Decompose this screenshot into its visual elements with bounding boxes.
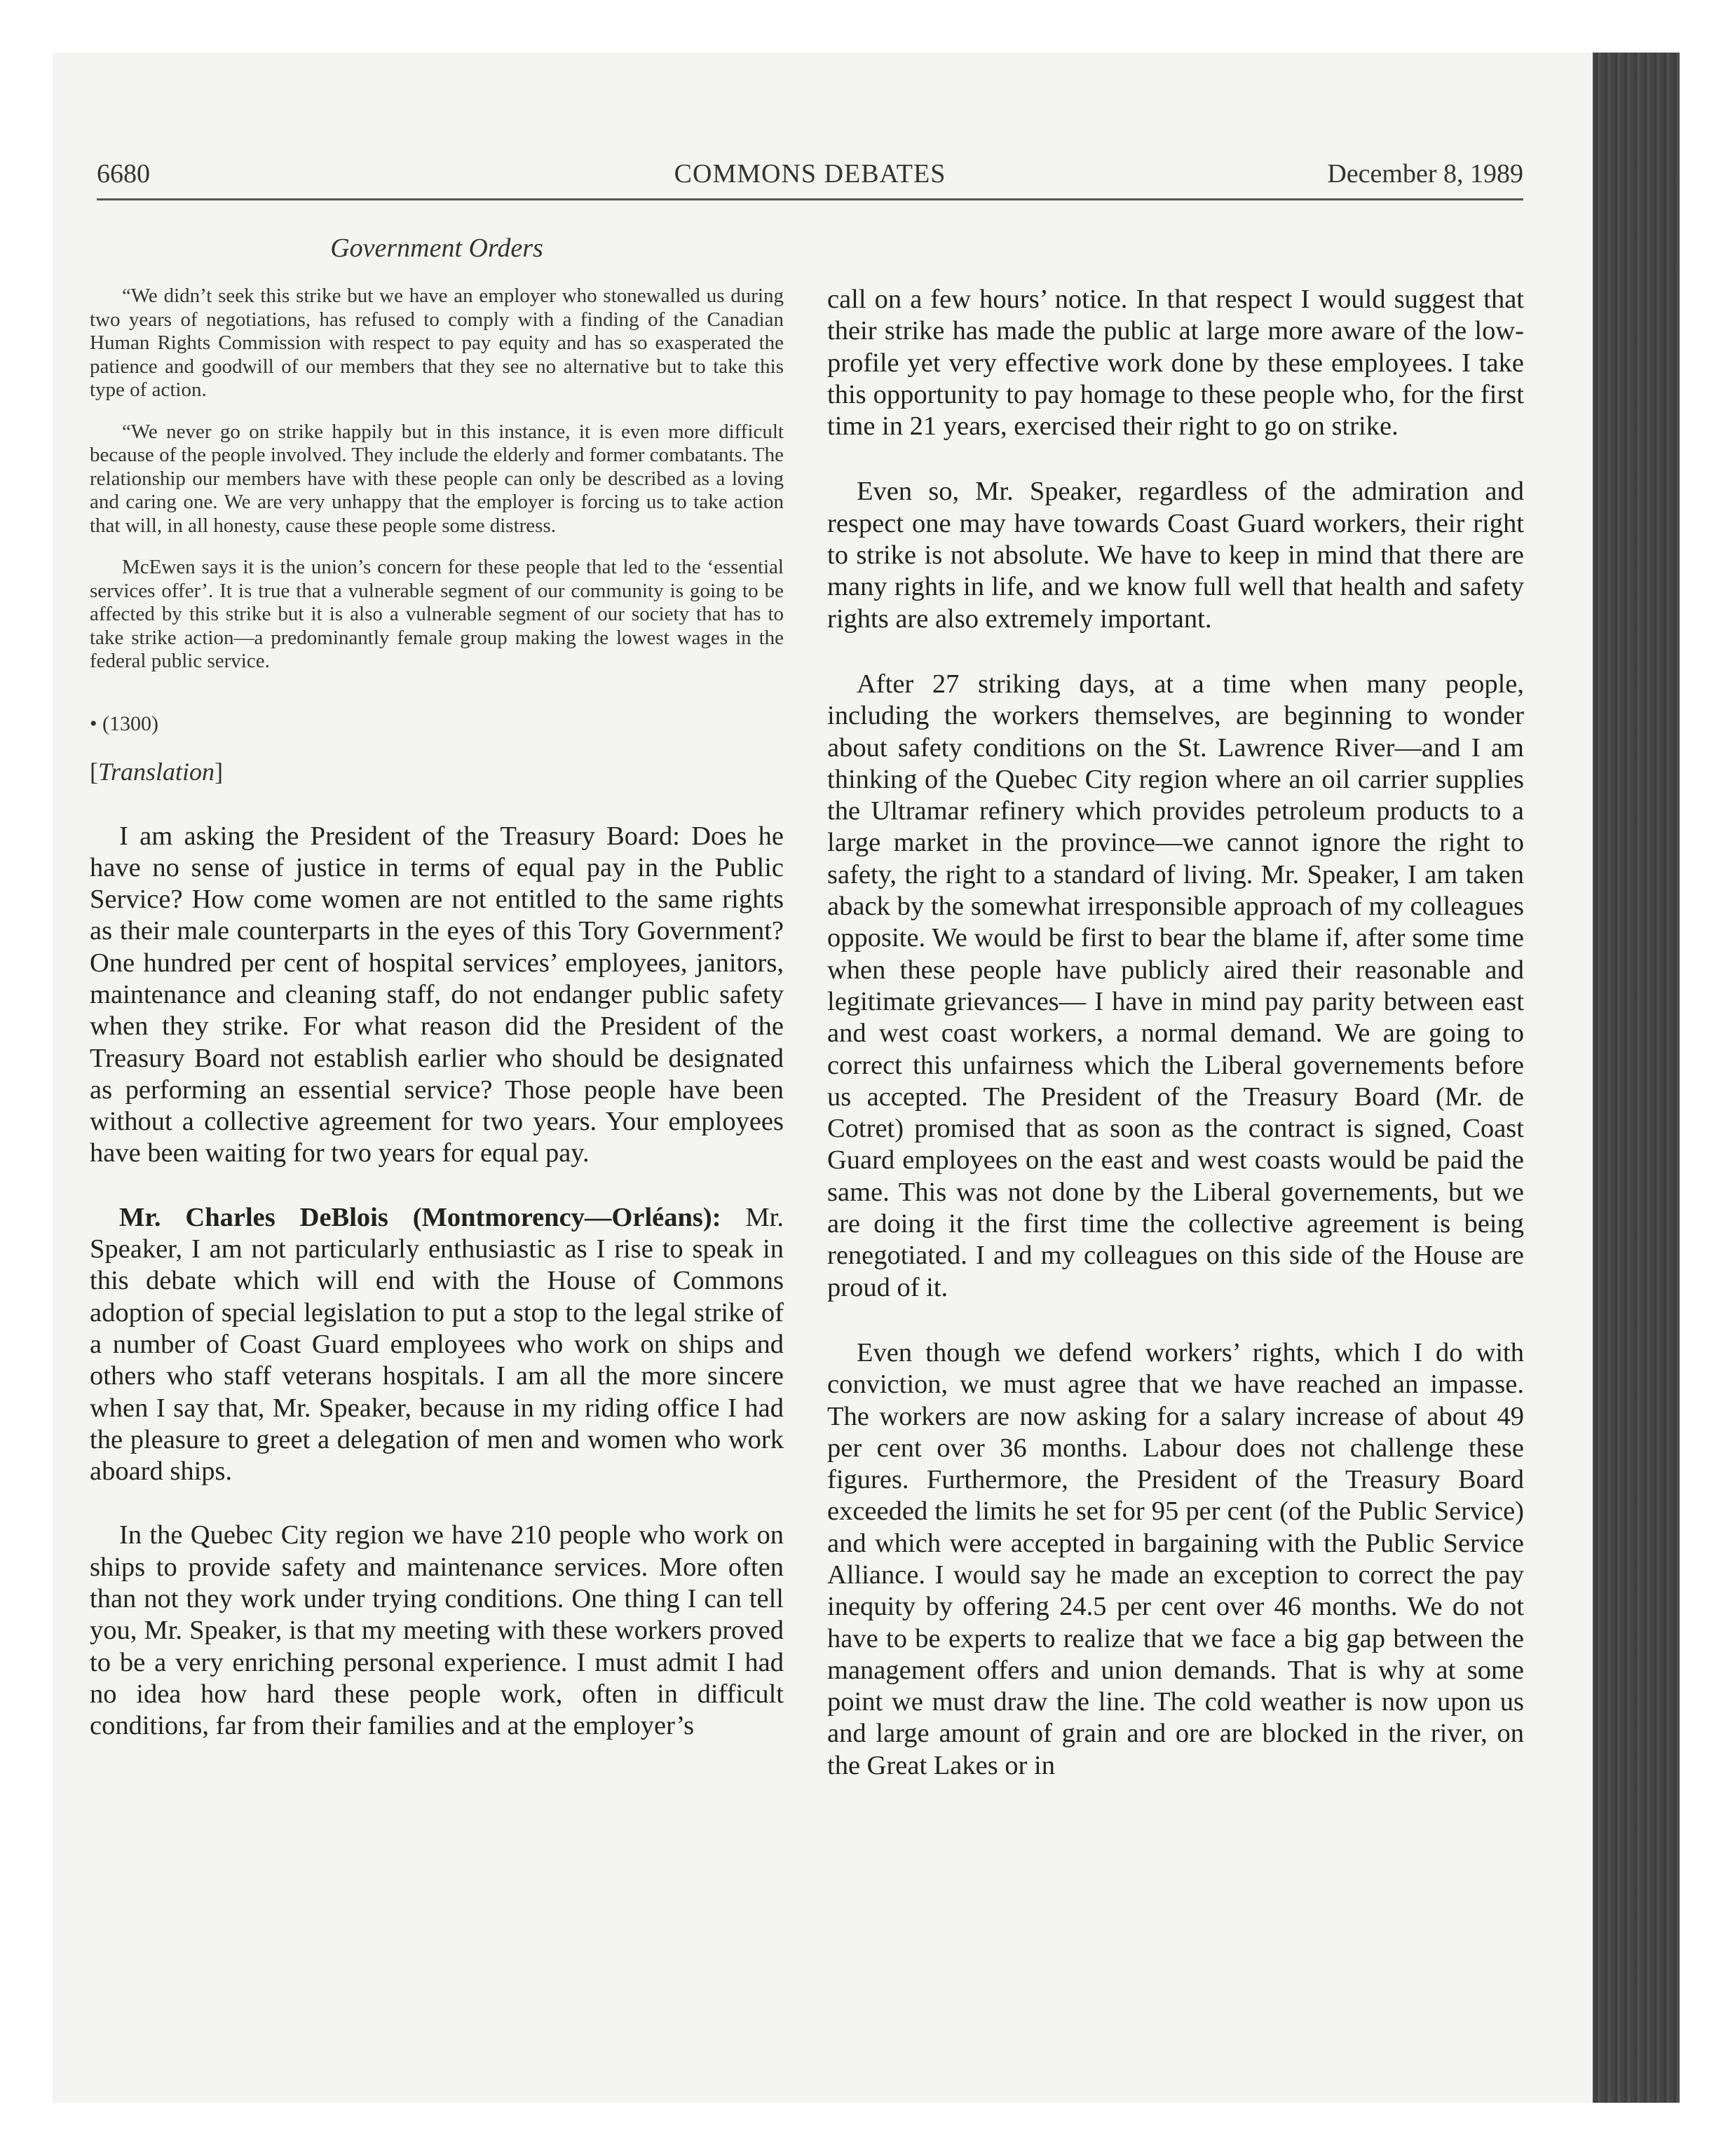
body-paragraph: After 27 striking days, at a time when many people, including the workers themselves, are beginning to wonder about safety conditions on the St. Lawrence River—and I am thinking of the Quebec City region where an oil carrier supplies the Ultramar refinery which provides petroleum products to a large market in the province—we cannot ignore the right to safety, the right to a standard of living. Mr. Speaker, I am taken aback by the somewhat irresponsible approach of my colleagues opposite. We would be first to bear the blame if, after some time when these people have publicly aired their reasonable and legitimate grievances— I have in mind pay parity between east and west coast workers, a normal demand. We are going to correct this unfairness which the Liberal governements before us accepted. The President of the Treasury Board (Mr. de Cotret) promised that as soon as the contract is signed, Coast Guard employees on the east and west coasts would be paid the same. This was not done by the Liberal governements, but we are doing it the first time the collective agreement is being renegotiated. I and my colleagues on this side of the House are proud of it. (827, 669, 1524, 1302)
quote-paragraph: “We didn’t seek this strike but we have an employer who stonewalled us during two years of negotiations, has refused to comply with a finding of the Canadian Human Rights Commission with respect to pay equity and has so exasperated the patience and goodwill of our members that they see no alternative but to take this type of action. (90, 285, 784, 401)
page-number: 6680 (97, 159, 150, 189)
speech-text: Mr. Speaker, I am not particularly enthusiastic as I rise to speak in this debate which will end with the House of Commons adoption of special legislation to put a stop to the legal strike of a number of Coast Guard employees who work on ships and others who staff veterans hospitals. I am all the more sincere when I say that, Mr. Speaker, because in my riding office I had the pleasure to greet a delegation of men and women who work aboard ships. (90, 1202, 784, 1487)
translation-label: Translation (98, 757, 215, 786)
speaker-name: Mr. Charles DeBlois (Montmorency—Orléans): (119, 1202, 721, 1232)
page-header (97, 153, 1523, 195)
right-column (827, 284, 1524, 1815)
body-paragraph: In the Quebec City region we have 210 people who work on ships to provide safety and maintenance services. More often than not they work under trying conditions. One thing I can tell you, Mr. Speaker, is that my meeting with these workers proved to be a very enriching personal experience. I must admit I had no idea how hard these people work, often in difficult conditions, far from their families and at the employer’s (90, 1520, 784, 1741)
bracket-close: ] (215, 757, 224, 786)
quote-paragraph: McEwen says it is the union’s concern for these people that led to the ‘essential services offer’. It is true that a vulnerable segment of our community is going to be affected by this strike but it is also a vulnerable segment of our society that has to take strike action—a predominantly female group making the lowest wages in the federal public service. (90, 556, 784, 672)
body-paragraph: Even so, Mr. Speaker, regardless of the admiration and respect one may have towards Coast Guard workers, their right to strike is not absolute. We have to keep in mind that there are many rights in life, and we know full well that health and safety rights are also extremely important. (827, 477, 1524, 634)
issue-date: December 8, 1989 (1327, 159, 1523, 189)
bracket-open: [ (90, 757, 98, 786)
section-title: Government Orders (330, 233, 543, 263)
left-column (90, 231, 784, 1775)
translation-marker (90, 756, 784, 787)
quote-paragraph: “We never go on strike happily but in this instance, it is even more difficult because of the people involved. They include the elderly and former combatants. The relationship our members have with these people can only be described as a loving and caring one. We are very unhappy that the employer is forcing us to take action that will, in all honesty, cause these people some distress. (90, 420, 784, 537)
scan-binding-edge (1593, 53, 1680, 2103)
time-marker: • (1300) (90, 711, 158, 735)
speech-paragraph (90, 1202, 784, 1488)
body-paragraph: call on a few hours’ notice. In that respect I would suggest that their strike has made the public at large more aware of the low-profile yet very effective work done by these employees. I take this opportunity to pay homage to these people who, for the first time in 21 years, exercised their right to go on strike. (827, 285, 1524, 442)
header-rule (97, 198, 1523, 200)
journal-title: COMMONS DEBATES (674, 159, 946, 189)
body-paragraph: I am asking the President of the Treasury Board: Does he have no sense of justice in terms of equal pay in the Public Service? How come women are not entitled to the same rights as their male counterparts in the eyes of this Tory Government? One hundred per cent of hospital services’ employees, janitors, maintenance and cleaning staff, do not endanger public safety when they strike. For what reason did the President of the Treasury Board not establish earlier who should be designated as performing an essential service? Those people have been without a collective agreement for two years. Your employees have been waiting for two years for equal pay. (90, 821, 784, 1168)
body-paragraph: Even though we defend workers’ rights, which I do with conviction, we must agree that we have reached an impasse. The workers are now asking for a salary increase of about 49 per cent over 36 months. Labour does not challenge these figures. Furthermore, the President of the Treasury Board exceeded the limits he set for 95 per cent (of the Public Service) and which were accepted in bargaining with the Public Service Alliance. I would say he made an exception to correct the pay inequity by offering 24.5 per cent over 46 months. We do not have to be experts to realize that we face a big gap between the management offers and union demands. That is why at some point we must draw the line. The cold weather is now upon us and large amount of grain and ore are blocked in the river, on the Great Lakes or in (827, 1337, 1524, 1780)
